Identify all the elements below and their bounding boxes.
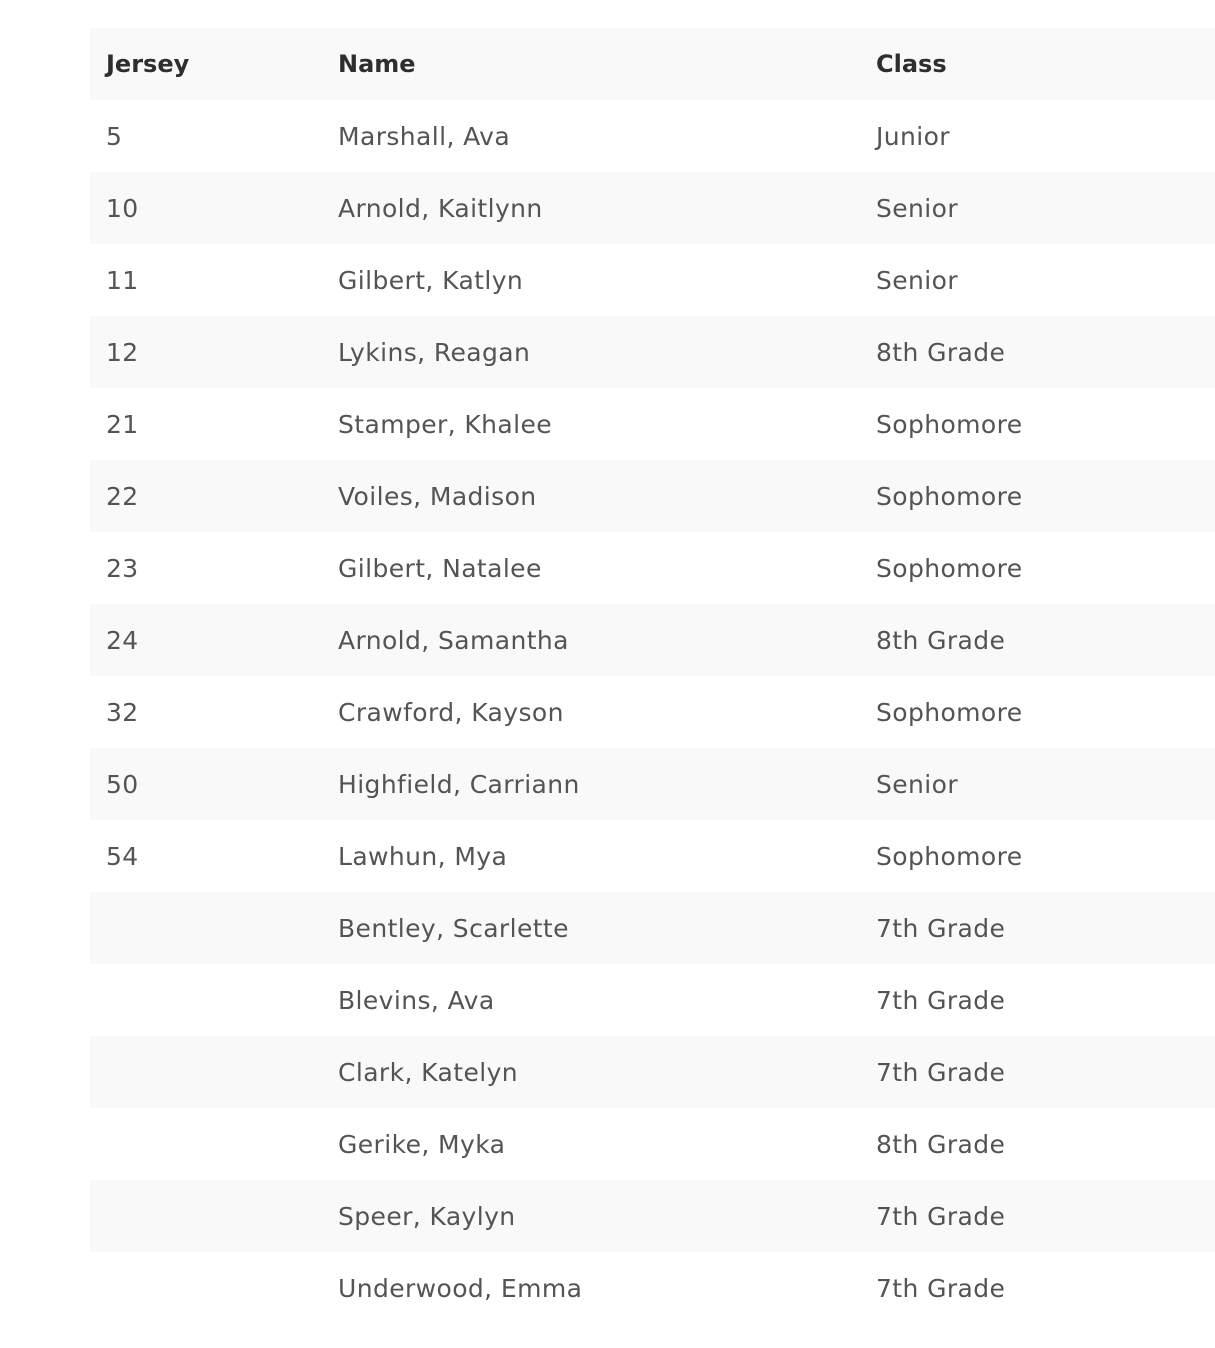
jersey-cell: 21 xyxy=(90,388,322,460)
name-cell: Gerike, Myka xyxy=(322,1108,860,1180)
name-cell: Highfield, Carriann xyxy=(322,748,860,820)
name-cell: Marshall, Ava xyxy=(322,100,860,172)
name-cell: Underwood, Emma xyxy=(322,1252,860,1324)
name-cell: Gilbert, Katlyn xyxy=(322,244,860,316)
class-cell: 8th Grade xyxy=(860,604,1215,676)
jersey-cell: 5 xyxy=(90,100,322,172)
table-row xyxy=(90,172,1215,244)
jersey-cell xyxy=(90,1180,322,1252)
table-row xyxy=(90,1252,1215,1324)
roster-table-header xyxy=(90,28,1215,100)
jersey-cell: 54 xyxy=(90,820,322,892)
jersey-cell xyxy=(90,964,322,1036)
class-cell: Sophomore xyxy=(860,820,1215,892)
class-cell: 7th Grade xyxy=(860,892,1215,964)
class-cell: Sophomore xyxy=(860,460,1215,532)
class-cell: Senior xyxy=(860,748,1215,820)
jersey-cell: 11 xyxy=(90,244,322,316)
header-row xyxy=(90,28,1215,100)
jersey-cell xyxy=(90,1036,322,1108)
jersey-cell: 50 xyxy=(90,748,322,820)
class-cell: 8th Grade xyxy=(860,316,1215,388)
column-header-class: Class xyxy=(860,28,1215,100)
class-cell: 7th Grade xyxy=(860,1036,1215,1108)
table-row xyxy=(90,1036,1215,1108)
name-cell: Lawhun, Mya xyxy=(322,820,860,892)
class-cell: 8th Grade xyxy=(860,1108,1215,1180)
name-cell: Arnold, Samantha xyxy=(322,604,860,676)
class-cell: Junior xyxy=(860,100,1215,172)
table-row xyxy=(90,388,1215,460)
name-cell: Blevins, Ava xyxy=(322,964,860,1036)
class-cell: Sophomore xyxy=(860,676,1215,748)
table-row xyxy=(90,892,1215,964)
table-row xyxy=(90,1108,1215,1180)
class-cell: Sophomore xyxy=(860,532,1215,604)
jersey-cell xyxy=(90,892,322,964)
roster-table-body xyxy=(90,100,1215,1324)
jersey-cell: 32 xyxy=(90,676,322,748)
table-row xyxy=(90,1180,1215,1252)
table-row xyxy=(90,244,1215,316)
jersey-cell xyxy=(90,1108,322,1180)
class-cell: 7th Grade xyxy=(860,964,1215,1036)
class-cell: 7th Grade xyxy=(860,1252,1215,1324)
name-cell: Arnold, Kaitlynn xyxy=(322,172,860,244)
table-row xyxy=(90,532,1215,604)
table-row xyxy=(90,820,1215,892)
name-cell: Stamper, Khalee xyxy=(322,388,860,460)
jersey-cell: 12 xyxy=(90,316,322,388)
class-cell: Senior xyxy=(860,172,1215,244)
jersey-cell: 10 xyxy=(90,172,322,244)
roster-table xyxy=(90,28,1215,1324)
table-row xyxy=(90,676,1215,748)
name-cell: Bentley, Scarlette xyxy=(322,892,860,964)
table-row xyxy=(90,460,1215,532)
name-cell: Lykins, Reagan xyxy=(322,316,860,388)
table-row xyxy=(90,604,1215,676)
name-cell: Clark, Katelyn xyxy=(322,1036,860,1108)
column-header-jersey: Jersey xyxy=(90,28,322,100)
jersey-cell: 22 xyxy=(90,460,322,532)
name-cell: Speer, Kaylyn xyxy=(322,1180,860,1252)
class-cell: 7th Grade xyxy=(860,1180,1215,1252)
jersey-cell xyxy=(90,1252,322,1324)
table-row xyxy=(90,748,1215,820)
column-header-name: Name xyxy=(322,28,860,100)
jersey-cell: 23 xyxy=(90,532,322,604)
name-cell: Voiles, Madison xyxy=(322,460,860,532)
table-row xyxy=(90,100,1215,172)
name-cell: Crawford, Kayson xyxy=(322,676,860,748)
table-row xyxy=(90,964,1215,1036)
jersey-cell: 24 xyxy=(90,604,322,676)
table-row xyxy=(90,316,1215,388)
class-cell: Sophomore xyxy=(860,388,1215,460)
class-cell: Senior xyxy=(860,244,1215,316)
name-cell: Gilbert, Natalee xyxy=(322,532,860,604)
